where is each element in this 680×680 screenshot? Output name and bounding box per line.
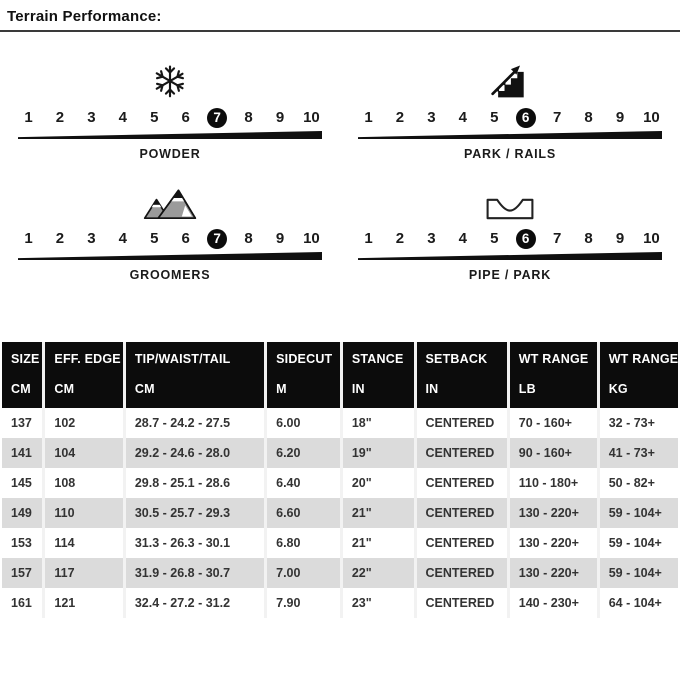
table-cell: 31.9 - 26.8 - 30.7 bbox=[124, 558, 265, 588]
table-cell: 59 - 104+ bbox=[598, 498, 678, 528]
scale-number: 4 bbox=[458, 229, 467, 247]
column-header: SETBACK IN bbox=[415, 342, 508, 408]
table-cell: 21" bbox=[341, 528, 415, 558]
scale-number: 3 bbox=[427, 108, 436, 126]
scale-number: 8 bbox=[584, 229, 593, 247]
column-header: SIDECUT M bbox=[266, 342, 342, 408]
table-cell: 32 - 73+ bbox=[598, 408, 678, 438]
table-cell: CENTERED bbox=[415, 468, 508, 498]
scale-number: 2 bbox=[395, 229, 405, 247]
table-cell: 7.00 bbox=[266, 558, 342, 588]
table-cell: CENTERED bbox=[415, 438, 508, 468]
table-cell: 28.7 - 24.2 - 27.5 bbox=[124, 408, 265, 438]
spec-table-body bbox=[2, 408, 678, 618]
table-cell: 41 - 73+ bbox=[598, 438, 678, 468]
scale-number: 1 bbox=[364, 108, 373, 126]
scale-number: 9 bbox=[615, 108, 625, 126]
table-cell: 21" bbox=[341, 498, 415, 528]
scale-number: 5 bbox=[490, 108, 499, 126]
scale-number: 5 bbox=[150, 229, 159, 247]
table-cell: 90 - 160+ bbox=[508, 438, 598, 468]
table-cell: 59 - 104+ bbox=[598, 528, 678, 558]
groomers-scale bbox=[0, 177, 340, 282]
scale-number: 1 bbox=[364, 229, 373, 247]
scale-number: 4 bbox=[118, 229, 127, 247]
terrain-performance-section bbox=[0, 56, 680, 282]
column-header: SIZE CM bbox=[2, 342, 44, 408]
rating-bar bbox=[18, 131, 322, 139]
table-cell: 153 bbox=[2, 528, 44, 558]
spec-table bbox=[2, 342, 678, 618]
table-cell: 29.2 - 24.6 - 28.0 bbox=[124, 438, 265, 468]
scale-number: 10 bbox=[643, 229, 660, 247]
scale-label: PARK / RAILS bbox=[463, 147, 556, 161]
scale-number: 4 bbox=[118, 108, 127, 126]
table-cell: 32.4 - 27.2 - 31.2 bbox=[124, 588, 265, 618]
scale-number: 9 bbox=[275, 229, 285, 247]
spec-table-header bbox=[2, 342, 678, 408]
table-cell: 20" bbox=[341, 468, 415, 498]
snowflake-icon bbox=[152, 56, 188, 100]
table-cell: 140 - 230+ bbox=[508, 588, 598, 618]
scale-number: 10 bbox=[303, 108, 320, 126]
table-cell: 6.00 bbox=[266, 408, 342, 438]
table-cell: 7.90 bbox=[266, 588, 342, 618]
groomers-rating-scale bbox=[19, 228, 322, 249]
table-cell: 104 bbox=[44, 438, 124, 468]
table-cell: 137 bbox=[2, 408, 44, 438]
rating-bar bbox=[18, 252, 322, 260]
scale-number-selected: 7 bbox=[207, 108, 227, 128]
column-header: WT RANGE LB bbox=[508, 342, 598, 408]
table-cell: 64 - 104+ bbox=[598, 588, 678, 618]
scale-number: 4 bbox=[458, 108, 467, 126]
table-cell: 6.40 bbox=[266, 468, 342, 498]
stairs-rail-icon bbox=[489, 56, 531, 100]
table-row bbox=[2, 588, 678, 618]
scale-number: 9 bbox=[615, 229, 625, 247]
table-cell: 114 bbox=[44, 528, 124, 558]
scale-number: 5 bbox=[490, 229, 499, 247]
table-cell: 110 - 180+ bbox=[508, 468, 598, 498]
column-header: TIP/WAIST/TAIL CM bbox=[124, 342, 265, 408]
table-cell: 157 bbox=[2, 558, 44, 588]
header-row bbox=[2, 342, 678, 408]
table-cell: 108 bbox=[44, 468, 124, 498]
table-cell: 130 - 220+ bbox=[508, 528, 598, 558]
table-cell: 19" bbox=[341, 438, 415, 468]
scale-label: POWDER bbox=[139, 147, 201, 161]
table-cell: 6.20 bbox=[266, 438, 342, 468]
pipe-park-scale bbox=[340, 177, 680, 282]
table-row bbox=[2, 438, 678, 468]
scale-number: 3 bbox=[87, 229, 96, 247]
park-rails-scale bbox=[340, 56, 680, 161]
table-row bbox=[2, 528, 678, 558]
table-cell: 31.3 - 26.3 - 30.1 bbox=[124, 528, 265, 558]
table-cell: 6.80 bbox=[266, 528, 342, 558]
scale-number: 1 bbox=[24, 229, 33, 247]
scale-number: 2 bbox=[55, 108, 65, 126]
table-cell: 130 - 220+ bbox=[508, 558, 598, 588]
table-cell: 141 bbox=[2, 438, 44, 468]
table-cell: 29.8 - 25.1 - 28.6 bbox=[124, 468, 265, 498]
scale-number: 7 bbox=[552, 108, 562, 126]
table-cell: 130 - 220+ bbox=[508, 498, 598, 528]
scale-number: 3 bbox=[427, 229, 436, 247]
table-row bbox=[2, 468, 678, 498]
scale-number: 5 bbox=[150, 108, 159, 126]
table-cell: CENTERED bbox=[415, 498, 508, 528]
scale-label: GROOMERS bbox=[129, 268, 211, 282]
column-header: STANCE IN bbox=[341, 342, 415, 408]
scale-number: 6 bbox=[181, 229, 190, 247]
mountains-icon bbox=[143, 177, 197, 221]
scale-number: 2 bbox=[55, 229, 65, 247]
table-cell: 121 bbox=[44, 588, 124, 618]
park-rails-rating-scale bbox=[359, 107, 662, 128]
table-row bbox=[2, 498, 678, 528]
table-cell: 23" bbox=[341, 588, 415, 618]
pipe-park-rating-scale bbox=[359, 228, 662, 249]
powder-rating-scale bbox=[19, 107, 322, 128]
scale-number-selected: 6 bbox=[516, 108, 536, 128]
scale-number: 9 bbox=[275, 108, 285, 126]
scale-number: 8 bbox=[244, 229, 253, 247]
scale-number: 3 bbox=[87, 108, 96, 126]
table-cell: 18" bbox=[341, 408, 415, 438]
table-cell: 110 bbox=[44, 498, 124, 528]
table-cell: 117 bbox=[44, 558, 124, 588]
table-cell: CENTERED bbox=[415, 408, 508, 438]
table-cell: 70 - 160+ bbox=[508, 408, 598, 438]
table-cell: CENTERED bbox=[415, 528, 508, 558]
table-cell: 59 - 104+ bbox=[598, 558, 678, 588]
scale-number-selected: 6 bbox=[516, 229, 536, 249]
scale-number: 2 bbox=[395, 108, 405, 126]
halfpipe-icon bbox=[486, 177, 534, 221]
scale-number: 8 bbox=[584, 108, 593, 126]
scale-number: 10 bbox=[643, 108, 660, 126]
table-row bbox=[2, 558, 678, 588]
table-cell: CENTERED bbox=[415, 558, 508, 588]
table-cell: 30.5 - 25.7 - 29.3 bbox=[124, 498, 265, 528]
rating-bar bbox=[358, 131, 662, 139]
table-cell: 102 bbox=[44, 408, 124, 438]
scale-number: 6 bbox=[181, 108, 190, 126]
scale-number: 7 bbox=[552, 229, 562, 247]
table-cell: 50 - 82+ bbox=[598, 468, 678, 498]
powder-scale bbox=[0, 56, 340, 161]
rating-bar bbox=[358, 252, 662, 260]
scale-number: 8 bbox=[244, 108, 253, 126]
table-cell: 22" bbox=[341, 558, 415, 588]
table-cell: 6.60 bbox=[266, 498, 342, 528]
table-cell: CENTERED bbox=[415, 588, 508, 618]
column-header: EFF. EDGE CM bbox=[44, 342, 124, 408]
title-divider bbox=[0, 30, 680, 32]
table-cell: 149 bbox=[2, 498, 44, 528]
page-title: Terrain Performance: bbox=[7, 8, 162, 25]
table-cell: 145 bbox=[2, 468, 44, 498]
table-row bbox=[2, 408, 678, 438]
scale-number: 10 bbox=[303, 229, 320, 247]
scale-label: PIPE / PARK bbox=[468, 268, 552, 282]
column-header: WT RANGE KG bbox=[598, 342, 678, 408]
scale-number: 1 bbox=[24, 108, 33, 126]
table-cell: 161 bbox=[2, 588, 44, 618]
scale-number-selected: 7 bbox=[207, 229, 227, 249]
